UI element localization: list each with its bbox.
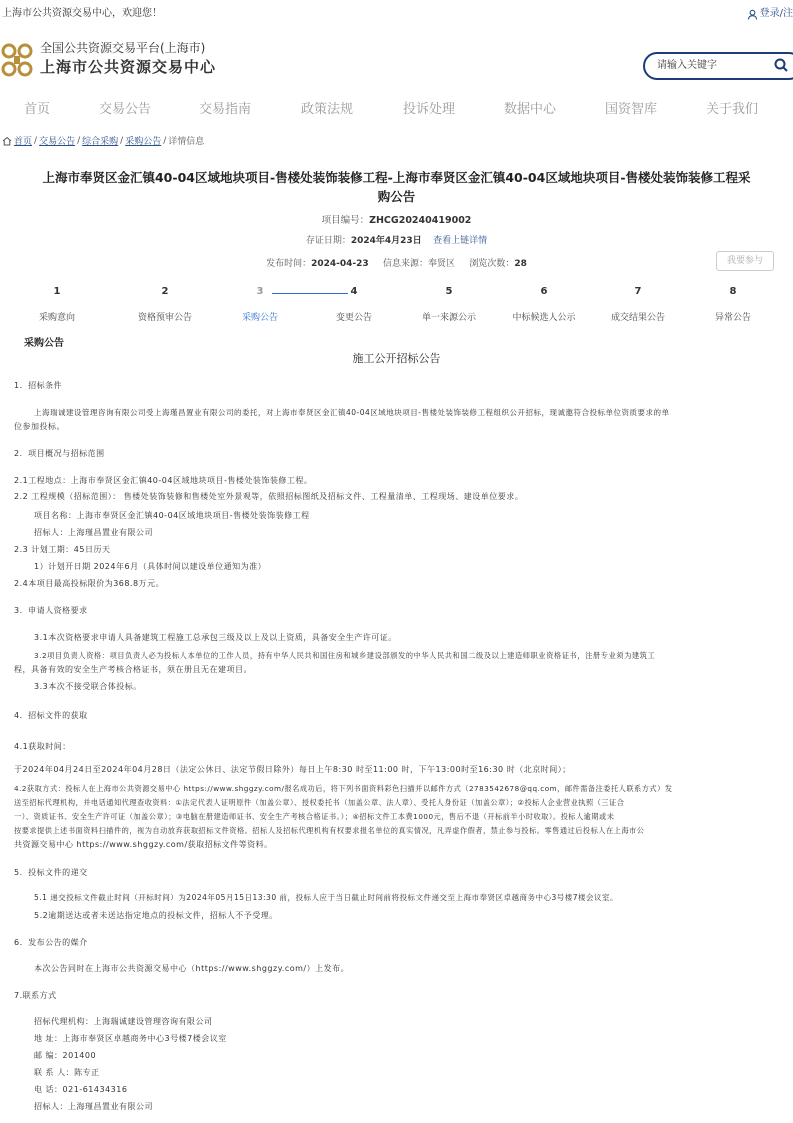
chain-detail-link[interactable]: 查看上链详情 [433,236,488,246]
center-name: 上海市公共资源交易中心 [40,58,217,76]
doc-line: 送至招标代理机构，并电话通知代理查收资料：①法定代表人证明原件（加盖公章）、授权委托书（加盖公章、法人章）、受托人身份证（加盖公章）；②投标人企业营业执照（三证合 [14,798,625,807]
step-num: 8 [729,286,737,297]
nav-complaint[interactable]: 投诉处理 [403,102,456,117]
nav-about[interactable]: 关于我们 [706,102,759,117]
save-date-row [0,233,793,246]
crumb-home[interactable]: 首页 [14,137,33,147]
doc-line: 5．投标文件的递交 [14,868,88,877]
document-title: 施工公开招标公告 [352,352,441,365]
doc-line: 地 址：上海市奉贤区卓越商务中心3号楼7楼会议室 [34,1034,227,1043]
publish-info [0,256,793,269]
doc-line: 项目名称：上海市奉贤区金汇镇40-04区域地块项目-售楼处装饰装修工程 [34,511,310,520]
logo-icon [0,42,34,78]
nav-announcements[interactable]: 交易公告 [99,102,152,117]
brand[interactable] [40,40,216,78]
crumb-comprehensive[interactable]: 综合采购 [82,137,119,147]
publish-time: 2024-04-23 [311,259,369,269]
doc-line: 招标代理机构：上海瑞诚建设管理咨询有限公司 [34,1017,213,1026]
step-label: 采购意向 [38,313,75,323]
section-title: 采购公告 [24,338,64,349]
doc-line: 位参加投标。 [14,422,65,431]
site-header [0,38,793,88]
step-num: 7 [634,286,642,297]
project-no-value: ZHCG20240419002 [369,215,472,226]
step-num: 1 [53,286,61,297]
crumb-detail: 详情信息 [168,137,205,147]
doc-line: 程，具备有效的安全生产考核合格证书，须在册且无在建项目。 [14,665,252,674]
doc-line: 电 话：021-61434316 [34,1085,128,1094]
doc-line: 上海瑞诚建设管理咨询有限公司受上海瑾昌置业有限公司的委托，对上海市奉贤区金汇镇40-04区域地块项目-售楼处装饰装修工程组织公开招标，现诚邀符合投标单位资质要求的单 [34,408,670,417]
main-nav [0,92,793,122]
doc-line: 2．项目概况与招标范围 [14,449,105,458]
home-icon [2,136,12,146]
doc-line: 联 系 人：陈专正 [34,1068,100,1077]
step-label: 中标候选人公示 [512,313,576,323]
doc-line: 招标人：上海瑾昌置业有限公司 [34,528,153,537]
step-num: 6 [540,286,548,297]
step-3[interactable] [220,286,300,323]
search-icon[interactable] [773,57,789,73]
step-label: 变更公告 [335,313,372,323]
nav-home[interactable]: 首页 [24,102,51,117]
views-label: 浏览次数： [469,259,515,269]
save-date-value: 2024年4月23日 [350,236,422,246]
doc-line: 2.4本项目最高投标限价为368.8万元。 [14,579,165,588]
doc-line: 按要求提供上述书面资料扫描件的，视为自动放弃获取招标文件资格。招标人及招标代理机构有权要求报名单位的真实情况，凡弄虚作假者，禁止参与投标。零售通过后投标人在上海市公 [14,826,645,835]
process-steps [0,286,793,326]
breadcrumb: 首页 / 交易公告 / 综合采购 / 采购公告 / 详情信息 [2,134,204,147]
doc-line: 1）计划开日期 2024年6月（具体时间以建设单位通知为准） [34,562,267,571]
doc-line: 4.1获取时间： [14,742,71,751]
welcome-text: 上海市公共资源交易中心，欢迎您！ [2,8,162,19]
views-value: 28 [514,259,527,269]
step-num: 5 [445,286,453,297]
search-input[interactable] [643,52,793,80]
doc-line: 本次公告同时在上海市公共资源交易中心（https://www.shggzy.com/）上发布。 [34,964,350,973]
nav-data[interactable]: 数据中心 [504,102,557,117]
doc-line: 于2024年04月24日至2024年04月28日（法定公休日、法定节假日除外）每日上午8:30 时至11:00 时，下午13:00时至16:30 时（北京时间）； [14,765,571,774]
doc-line: 5.2逾期送达或者未送达指定地点的投标文件，招标人不予受理。 [34,911,278,920]
project-no-label: 项目编号： [321,215,370,226]
step-5[interactable] [409,286,489,323]
doc-line: 3.3本次不接受联合体投标。 [34,682,142,691]
doc-line: 2.1工程地点：上海市奉贤区金汇镇40-04区域地块项目-售楼处装饰装修工程。 [14,476,313,485]
doc-line: 4．招标文件的获取 [14,711,88,720]
save-date-label: 存证日期： [305,236,351,246]
doc-line: 1．招标条件 [14,381,63,390]
step-num: 4 [350,286,358,297]
doc-line: 5.1 递交投标文件截止时间（开标时间）为2024年05月15日13:30 前，投标人应于当日截止时间前将投标文件递交至上海市奉贤区卓越商务中心3号楼7楼会议室。 [34,893,619,902]
nav-think-tank[interactable]: 国资智库 [605,102,658,117]
doc-line: 7.联系方式 [14,991,57,1000]
step-num: 2 [161,286,169,297]
publish-label: 发布时间： [266,259,312,269]
source-label: 信息来源： [383,259,429,269]
crumb-procurement[interactable]: 采购公告 [125,137,162,147]
doc-line: 3．申请人资格要求 [14,606,88,615]
step-label: 成交结果公告 [610,313,665,323]
login-link[interactable] [747,0,793,28]
step-label: 异常公告 [714,313,751,323]
doc-line: 6．发布公告的媒介 [14,938,88,947]
step-num: 3 [256,286,264,297]
step-8[interactable] [693,286,773,323]
crumb-announcements[interactable]: 交易公告 [39,137,76,147]
doc-line: 3.1本次资格要求申请人具备建筑工程施工总承包三级及以上及以上资质，具备安全生产许可证。 [34,633,397,642]
project-number [0,212,793,226]
step-label: 资格预审公告 [137,313,192,323]
top-bar [0,0,793,28]
user-icon [747,9,758,20]
doc-line: 共资源交易中心 https://www.shggzy.com/获取招标文件等资料。 [14,840,273,849]
step-4[interactable] [314,286,394,323]
step-6[interactable] [504,286,584,323]
nav-guide[interactable]: 交易指南 [199,102,252,117]
doc-line: 3.2项目负责人资格：项目负责人必为投标人本单位的工作人员，持有中华人民共和国住房和城乡建设部颁发的中华人民共和国二级及以上建造师职业资格证书，注册专业须为建筑工 [34,651,656,660]
login-label: 登录/注 [759,8,793,19]
platform-name: 全国公共资源交易平台(上海市) [40,41,206,55]
nav-policy[interactable]: 政策法规 [301,102,354,117]
doc-line: 4.2获取方式：投标人在上海市公共资源交易中心 https://www.shggzy.com/报名成功后，将下列书面资料彩色扫描并以邮件方式（2783542678@qq.com，邮件需备注委托人联系方式）发 [14,784,673,793]
page-title: 上海市奉贤区金汇镇40-04区域地块项目-售楼处装饰装修工程-上海市奉贤区金汇镇40-04区域地块项目-售楼处装饰装修工程采购公告 [42,170,751,204]
doc-line: 2.2 工程规模（招标范围）： 售楼处装饰装修和售楼处室外景观等，依照招标图纸及招标文件、工程量清单、工程现场、建设单位要求。 [14,492,524,501]
step-label: 单一来源公示 [421,313,476,323]
source-value: 奉贤区 [428,259,456,269]
doc-line: 2.3 计划工期：45日历天 [14,545,111,554]
doc-line: 邮 编：201400 [34,1051,97,1060]
step-7[interactable] [598,286,678,323]
search-placeholder: 请输入关键字 [657,60,717,71]
doc-line: 一）、资质证书、安全生产许可证（加盖公章）；③电脑在册建造师证书、安全生产考核合格证书。）；④招标文件工本费1000元，售后不退（开标前半小时收取）。投标人逾期或未 [14,812,615,821]
step-2[interactable] [125,286,205,323]
step-label: 采购公告 [241,313,278,323]
step-1[interactable] [17,286,97,323]
join-button[interactable]: 我要参与 [716,251,774,271]
doc-line: 招标人：上海瑾昌置业有限公司 [34,1102,153,1111]
